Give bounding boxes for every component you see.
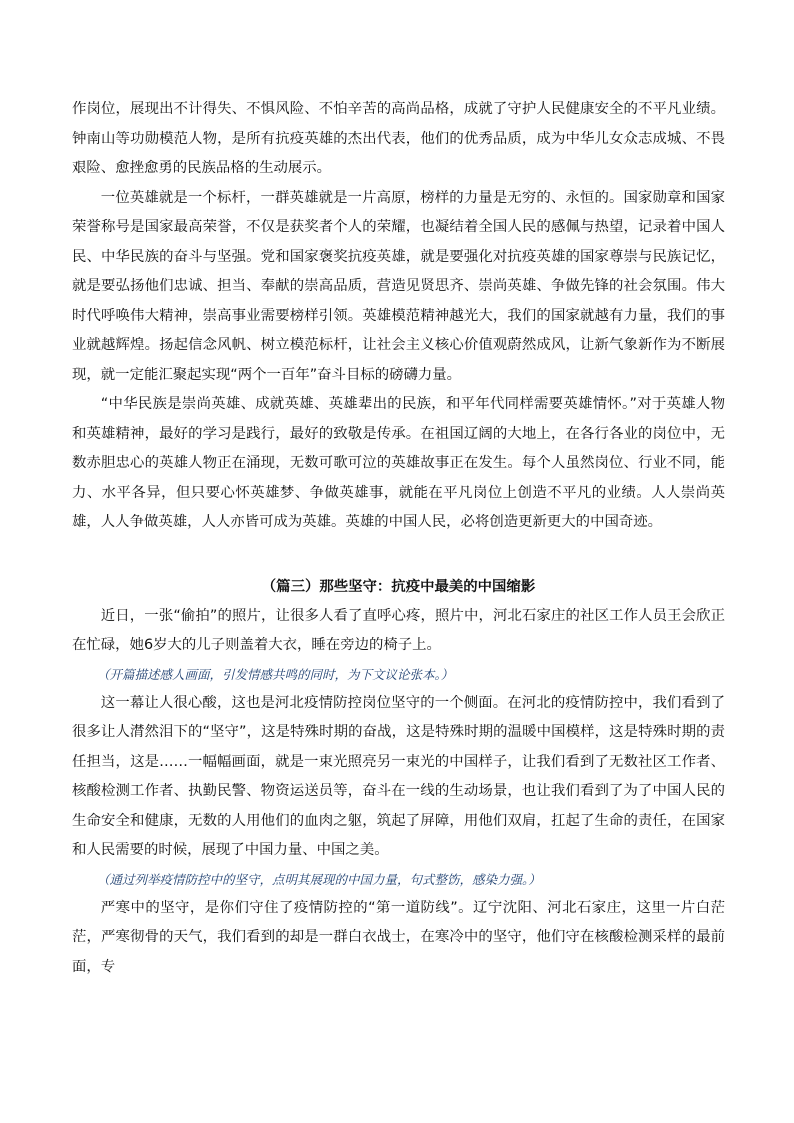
document-page: [72, 95, 725, 982]
section-paragraph-photo: 近日，一张“偷拍”的照片，让很多人看了直呼心疼，照片中，河北石家庄的社区工作人员王会欣正在忙碌，她6岁大的儿子则盖着大衣，睡在旁边的椅子上。: [72, 607, 725, 653]
annotation-note: （开篇描述感人画面，引发情感共鸣的同时，为下文议论张本。）: [97, 666, 454, 682]
section-title: （篇三）那些坚守：抗疫中最美的中国缩影: [261, 578, 536, 595]
paragraph-heroes-spirit: “中华民族是崇尚英雄、成就英雄、英雄辈出的民族，和平年代同样需要英雄情怀。”对于英雄人物和英雄精神，最好的学习是践行，最好的致敬是传承。在祖国辽阔的大地上，在各行各业的岗位中，无数赤胆忠心的英雄人物正在涌现，无数可歌可泣的英雄故事正在发生。每个人虽然岗位、行业不同，能力、水平各异，但只要心怀英雄梦、争做英雄事，就能在平凡岗位上创造不平凡的业绩。人人崇尚英雄，人人争做英雄，人人亦皆可成为英雄。英雄的中国人民，必将创造更新更大的中国奇迹。: [72, 396, 725, 530]
annotation-note: （通过列举疫情防控中的坚守，点明其展现的中国力量，句式整饬，感染力强。）: [97, 871, 541, 887]
paragraph-continued: 作岗位，展现出不计得失、不惧风险、不怕辛苦的高尚品格，成就了守护人民健康安全的不平凡业绩。钟南山等功勋模范人物，是所有抗疫英雄的杰出代表，他们的优秀品质，成为中华儿女众志成城、不畏艰险、愈挫愈勇的民族品格的生动展示。: [72, 101, 725, 176]
section-paragraph-persistence: 这一幕让人很心酸，这也是河北疫情防控岗位坚守的一个侧面。在河北的疫情防控中，我们看到了很多让人潸然泪下的“坚守”，这是特殊时期的奋战，这是特殊时期的温暖中国模样，这是特殊时期的责任担当，这是……一幅幅画面，就是一束光照亮另一束光的中国样子，让我们看到了无数社区工作者、核酸检测工作者、执勤民警、物资运送员等，奋斗在一线的生动场景，也让我们看到了为了中国人民的生命安全和健康，无数的人用他们的血肉之躯，筑起了屏障，用他们双肩，扛起了生命的责任，在国家和人民需要的时候，展现了中国力量、中国之美。: [72, 694, 725, 858]
paragraph-heroes-benchmark: 一位英雄就是一个标杆，一群英雄就是一片高原，榜样的力量是无穷的、永恒的。国家勋章和国家荣誉称号是国家最高荣誉，不仅是获奖者个人的荣耀，也凝结着全国人民的感佩与热望，记录着中国人民、中华民族的奋斗与坚强。党和国家褒奖抗疫英雄，就是要强化对抗疫英雄的国家尊崇与民族记忆，就是要弘扬他们忠诚、担当、奉献的崇高品质，营造见贤思齐、崇尚英雄、争做先锋的社会氛围。伟大时代呼唤伟大精神，崇高事业需要榜样引领。英雄模范精神越光大，我们的国家就越有力量，我们的事业就越辉煌。扬起信念风帆、树立模范标杆，让社会主义核心价值观蔚然成风，让新气象新作为不断展现，就一定能汇聚起实现“两个一百年”奋斗目标的磅礴力量。: [72, 189, 725, 383]
section-paragraph-cold: 严寒中的坚守，是你们守住了疫情防控的“第一道防线”。辽宁沈阳、河北石家庄，这里一片白茫茫，严寒彻骨的天气，我们看到的却是一群白衣战士，在寒冷中的坚守，他们守在核酸检测采样的最前面，专: [72, 899, 725, 975]
section-gap: [72, 538, 725, 572]
